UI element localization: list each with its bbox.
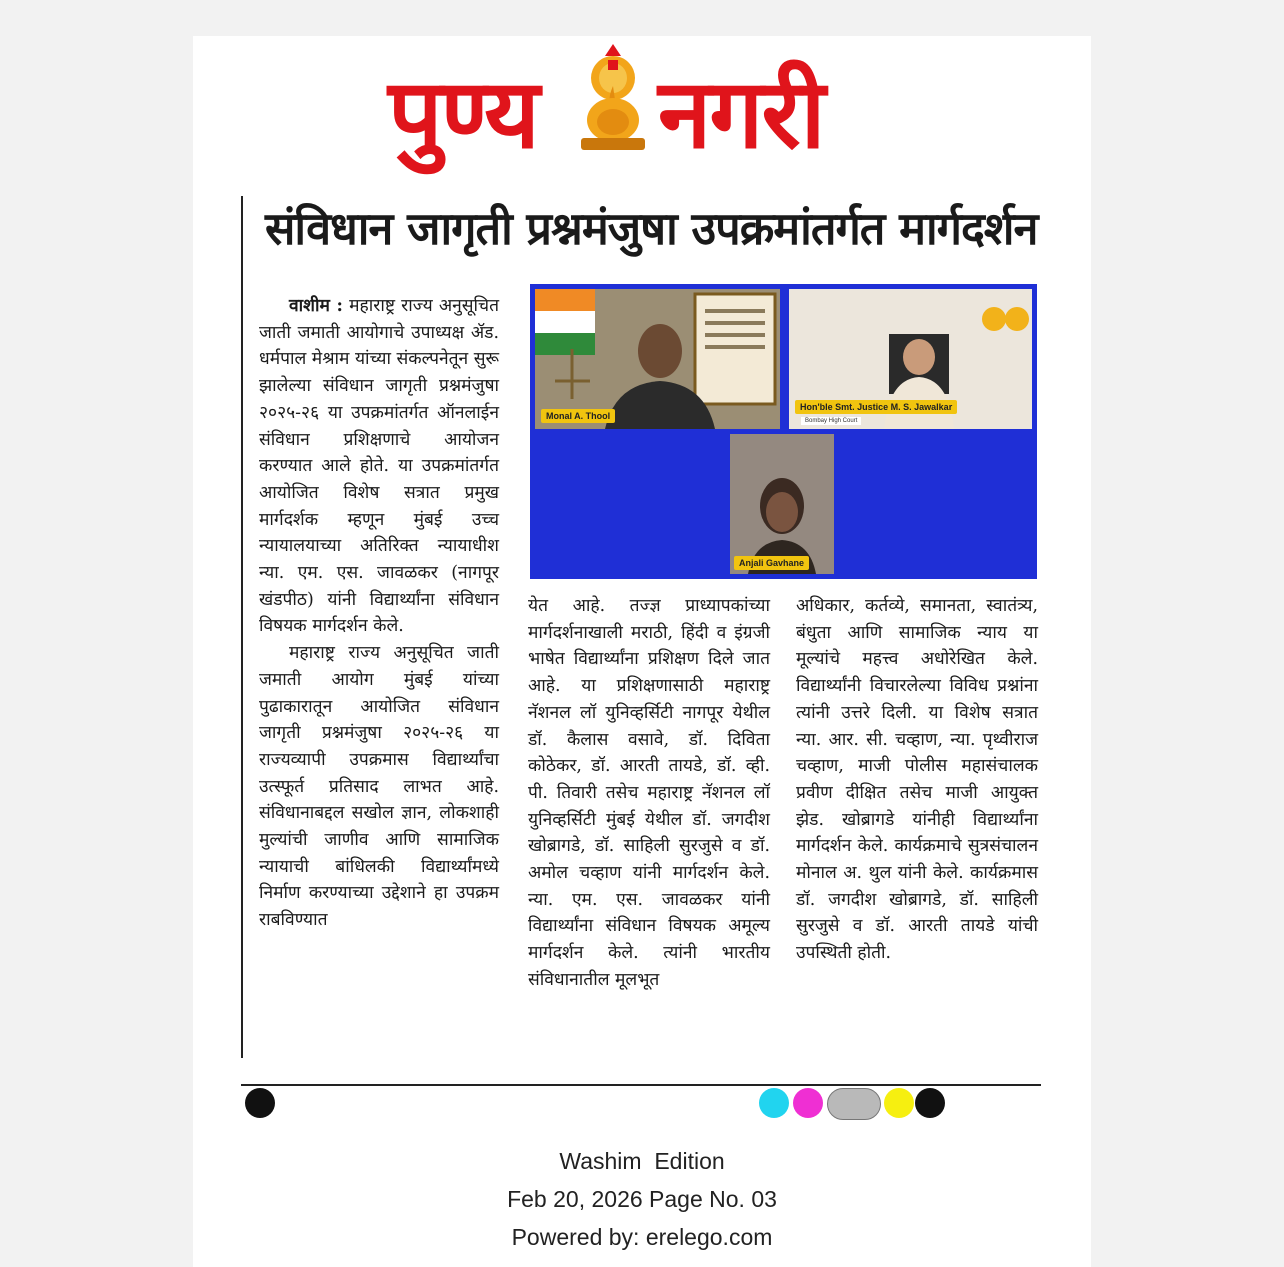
participant-subtitle: Bombay High Court bbox=[801, 417, 861, 425]
participant-name-tag: Anjali Gavhane bbox=[734, 556, 809, 570]
registration-mark-black-icon bbox=[245, 1088, 275, 1118]
article-text: महाराष्ट्र राज्य अनुसूचित जाती जमाती आयोगाचे उपाध्यक्ष ॲड. धर्मपाल मेश्राम यांच्या संकल्पनेतून सुरू झालेल्या संविधान जागृती प्रश्नमंजुषा २०२५-२६ या उपक्रमांतर्गत ऑनलाईन संविधान प्रशिक्षणाचे आयोजन करण्यात आले होते. या उपक्रमांतर्गत आयोजित विशेष सत्रात प्रमुख मार्गदर्शक म्हणून मुंबई उच्च न्यायालयाच्या अतिरिक्त न्यायाधीश न्या. एम. एस. जावळकर (नागपूर खंडपीठ) यांनी विद्यार्थ्यांना संविधान विषयक मार्गदर्शन केले. bbox=[259, 296, 499, 637]
ganesha-logo-icon bbox=[575, 42, 651, 152]
participant-name-tag: Monal A. Thool bbox=[541, 409, 615, 423]
article-headline: संविधान जागृती प्रश्नमंजुषा उपक्रमांतर्गत मार्गदर्शन bbox=[265, 202, 1038, 255]
article-column-2 bbox=[528, 593, 770, 994]
registration-mark-black-icon bbox=[915, 1088, 945, 1118]
column-rule bbox=[241, 196, 243, 1058]
edition-label: Washim Edition bbox=[559, 1148, 725, 1174]
article-column-1 bbox=[259, 293, 499, 934]
date-page-label: Feb 20, 2026 Page No. 03 bbox=[507, 1186, 777, 1212]
speaker-photo-icon bbox=[730, 434, 834, 574]
powered-by-label: Powered by: erelego.com bbox=[511, 1224, 773, 1250]
masthead-title-left: पुण्य bbox=[388, 58, 538, 170]
video-tile-2 bbox=[789, 289, 1032, 429]
registration-mark-magenta-icon bbox=[793, 1088, 823, 1118]
article-column-3 bbox=[796, 593, 1038, 967]
masthead-title-right: नगरी bbox=[658, 58, 824, 170]
masthead bbox=[193, 36, 1091, 196]
page-bottom-rule bbox=[241, 1084, 1041, 1086]
speaker-photo-icon bbox=[535, 289, 780, 429]
article-paragraph: महाराष्ट्र राज्य अनुसूचित जाती जमाती आयोग मुंबई यांच्या पुढाकारातून आयोजित संविधान जागृती प्रश्नमंजुषा २०२५-२६ या राज्यव्यापी उपक्रमास विद्यार्थ्यांचा उत्स्फूर्त प्रतिसाद लाभत आहे. संविधानाबद्दल सखोल ज्ञान, लोकशाही मुल्यांची जाणीव आणि सामाजिक न्यायाची बांधिलकी विद्यार्थ्यांमध्ये निर्माण करण्याच्या उद्देशाने हा उपक्रम राबविण्यात bbox=[259, 643, 499, 931]
registration-mark-grey-icon bbox=[827, 1088, 881, 1120]
registration-mark-yellow-icon bbox=[884, 1088, 914, 1118]
participant-name-tag: Hon'ble Smt. Justice M. S. Jawalkar bbox=[795, 400, 957, 414]
article-dateline: वाशीम : bbox=[289, 296, 343, 316]
article-paragraph bbox=[259, 293, 499, 640]
article-paragraph: येत आहे. तज्ज्ञ प्राध्यापकांच्या मार्गदर्शनाखाली मराठी, हिंदी व इंग्रजी भाषेत विद्यार्थ्यांना प्रशिक्षण दिले जात आहे. या प्रशिक्षणासाठी महाराष्ट्र नॅशनल लॉ युनिव्हर्सिटी नागपूर येथील डॉ. कैलास वसावे, डॉ. दिविता कोठेकर, डॉ. आरती तायडे, डॉ. व्ही. पी. तिवारी तसेच महाराष्ट्र नॅशनल लॉ युनिव्हर्सिटी मुंबई येथील डॉ. जगदीश खोब्रागडे, डॉ. साहिली सुरजुसे व डॉ. अमोल चव्हाण यांनी मार्गदर्शन केले. न्या. एम. एस. जावळकर यांनी विद्यार्थ्यांना संविधान विषयक अमूल्य मार्गदर्शन केले. त्यांनी भारतीय संविधानातील मूलभूत bbox=[528, 596, 770, 990]
registration-mark-cyan-icon bbox=[759, 1088, 789, 1118]
newspaper-page bbox=[193, 36, 1091, 1267]
video-tile-1 bbox=[535, 289, 780, 429]
article-photo bbox=[530, 284, 1037, 579]
article-paragraph: अधिकार, कर्तव्ये, समानता, स्वातंत्र्य, बंधुता आणि सामाजिक न्याय या मूल्यांचे महत्त्व अधोरेखित केले. विद्यार्थ्यांनी विचारलेल्या विविध प्रश्नांना त्यांनी उत्तरे दिली. या विशेष सत्रात न्या. आर. सी. चव्हाण, न्या. पृथ्वीराज चव्हाण, माजी पोलीस महासंचालक प्रवीण दीक्षित तसेच माजी आयुक्त झेड. खोब्रागडे यांनीही विद्यार्थ्यांना मार्गदर्शन केले. कार्यक्रमाचे सुत्रसंचालन मोनाल अ. थुल यांनी केले. कार्यक्रमास डॉ. जगदीश खोब्रागडे, डॉ. साहिली सुरजुसे व डॉ. आरती तायडे यांची उपस्थिती होती. bbox=[796, 596, 1038, 964]
video-tile-3 bbox=[730, 434, 834, 574]
